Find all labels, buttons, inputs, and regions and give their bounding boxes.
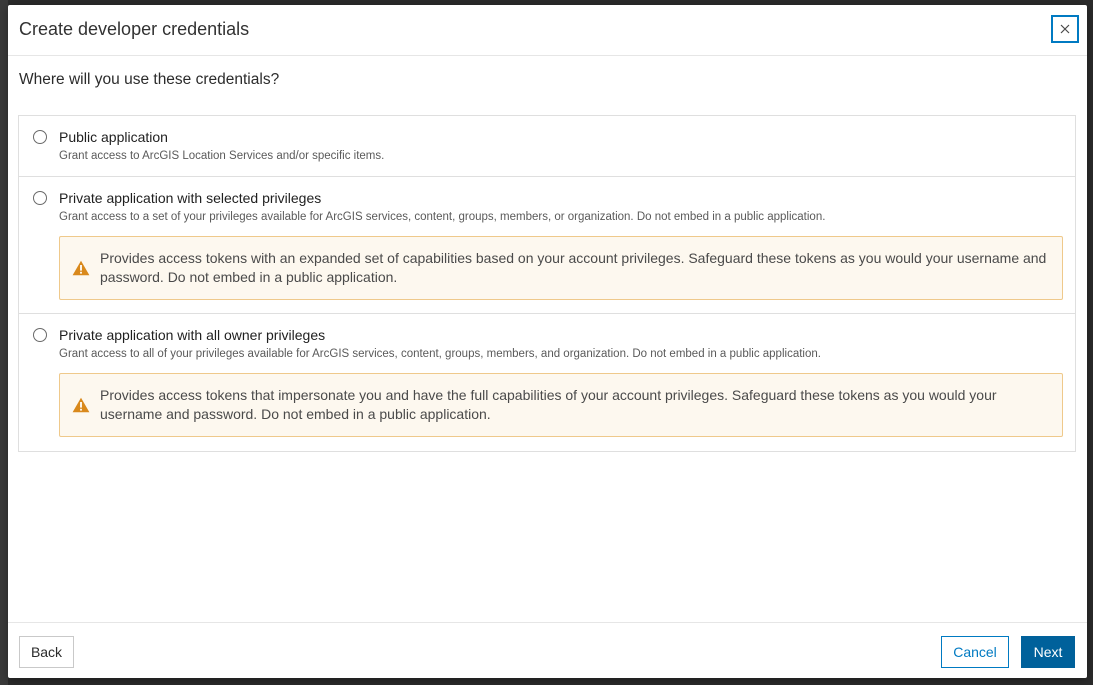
create-credentials-dialog [8,5,1087,678]
radio-private-all-owner-privileges[interactable] [33,328,47,342]
radio-private-selected-privileges[interactable] [33,191,47,205]
option-title: Public application [59,129,168,145]
cancel-button[interactable]: Cancel [941,636,1009,668]
warning-notice-text: Provides access tokens with an expanded set of capabilities based on your account privileges. Safeguard these tokens as you would your username and password. Do not embed in a public application. [100,250,1047,285]
dialog-title: Create developer credentials [19,19,250,39]
back-button[interactable]: Back [19,636,74,668]
option-title: Private application with all owner privileges [59,327,326,343]
backdrop-edge [0,0,8,685]
dialog-footer [8,622,1087,679]
option-description: Grant access to all of your privileges available for ArcGIS services, content, groups, members, and organization. Do not embed in a public application. [59,348,821,360]
warning-triangle-icon [72,397,90,413]
option-private-all-owner-privileges[interactable] [19,314,1075,451]
credential-type-options [18,115,1076,452]
close-button[interactable] [1051,15,1079,43]
warning-notice [59,373,1063,437]
dialog-header [8,5,1087,56]
next-button[interactable]: Next [1021,636,1075,668]
option-private-selected-privileges[interactable] [19,177,1075,314]
option-description: Grant access to ArcGIS Location Services and/or specific items. [59,150,385,162]
radio-public-application[interactable] [33,130,47,144]
option-description: Grant access to a set of your privileges available for ArcGIS services, content, groups, members, or organization. Do not embed in a public application. [59,211,826,223]
close-icon [1060,24,1070,34]
option-public-application[interactable] [19,116,1075,177]
option-title: Private application with selected privileges [59,190,322,206]
warning-triangle-icon [72,260,90,276]
warning-notice-text: Provides access tokens that impersonate you and have the full capabilities of your account privileges. Safeguard these tokens as you would your username and password. Do not embed in a public application. [100,387,997,422]
warning-notice [59,236,1063,300]
dialog-question: Where will you use these credentials? [19,71,280,88]
